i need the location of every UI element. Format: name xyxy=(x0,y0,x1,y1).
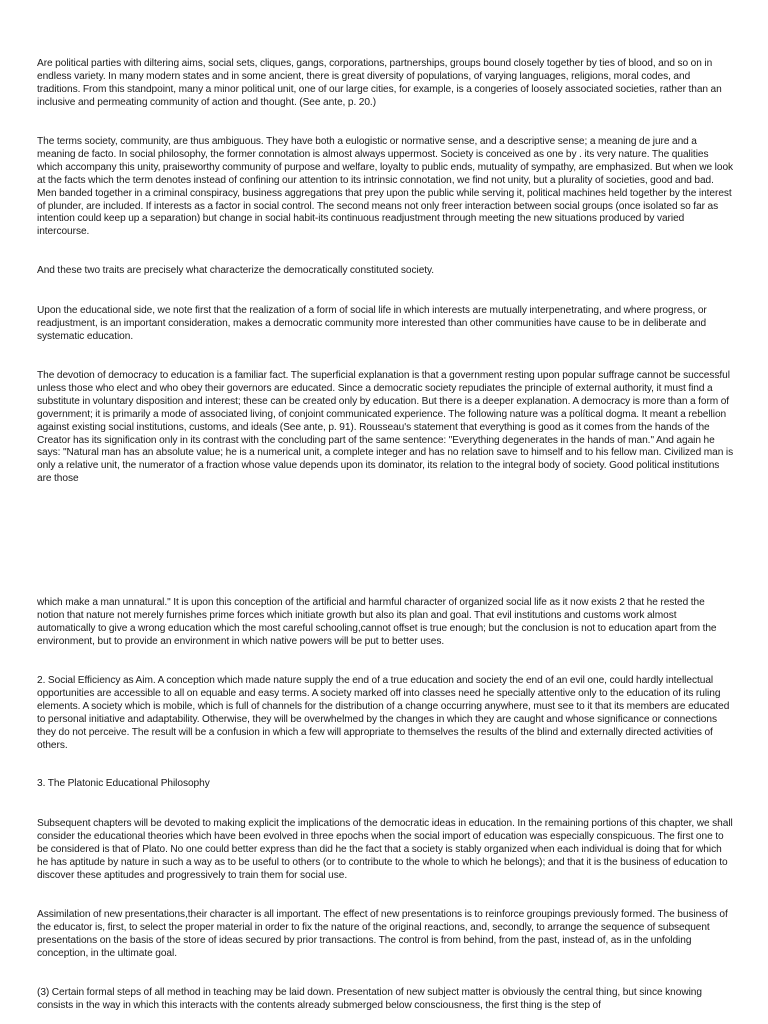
paragraph-terms-society: The terms society, community, are thus ambiguous. They have both a eulogistic or normative sense, and a descriptive sense; a meaning de jure and a meaning de facto. In social philosophy, the former connotation is almost always uppermost. Society is conceived as one by . its very nature. The qualities which accompany this unity, praiseworthy community of purpose and welfare, loyalty to public ends, mutuality of sympathy, are emphasized. But when we look at the facts which the term denotes instead of confining our attention to its intrinsic connotation, we find not unity, but a plurality of societies, good and bad. Men banded together in a criminal conspiracy, business aggregations that prey upon the public while serving it, political machines held together by the interest of plunder, are included. If interests as a factor in social control. The second means not only freer interaction between social groups (once isolated so far as intention could keep up a separation) but change in social habit-its continuous readjustment through meeting the new situations produced by varied intercourse. xyxy=(37,136,734,238)
paragraph-man-unnatural: which make a man unnatural." It is upon this conception of the artificial and harmful character of organized social life as it now exists 2 that he rested the notion that nature not merely furnishes prime forces which initiate growth but also its plan and goal. That evil institutions and customs work almost automatically to give a wrong education which the most careful schooling,cannot offset is true enough; but the conclusion is not to education apart from the environment, but to provide an environment in which native powers will be put to better uses. xyxy=(37,597,717,647)
paragraph-political-parties: Are political parties with diltering aims, social sets, cliques, gangs, corporations, partnerships, groups bound closely together by ties of blood, and so on in endless variety. In many modern states and in some ancient, there is great diversity of populations, of varying languages, religions, moral codes, and traditions. From this standpoint, many a minor political unit, one of our large cities, for example, is a congeries of loosely associated societies, rather than an inclusive and permeating community of action and thought. (See ante, p. 20.) xyxy=(37,58,722,108)
paragraph-two-traits: And these two traits are precisely what characterize the democratically constituted society. xyxy=(37,265,435,276)
paragraph-formal-steps: (3) Certain formal steps of all method in teaching may be laid down. Presentation of new subject matter is obviously the central thing, but since knowing consists in the way in which this interacts with the contents already submerged below consciousness, the first thing is the step of xyxy=(37,987,702,1011)
paragraph-assimilation: Assimilation of new presentations,their character is all important. The effect of new presentations is to reinforce groupings previously formed. The business of the educator is, first, to select the proper material in order to fix the nature of the original reactions, and, secondly, to arrange the sequence of subsequent presentations on the basis of the store of ideas secured by prior transactions. The control is from behind, from the past, instead of, as in the unfolding conception, in the ultimate goal. xyxy=(37,909,728,959)
paragraph-subsequent-chapters: Subsequent chapters will be devoted to making explicit the implications of the democratic ideas in education. In the remaining portions of this chapter, we shall consider the educational theories which have been evolved in three epochs when the social import of education was especially conspicuous. The first one to be considered is that of Plato. No one could better express than did he the fact that a society is stably organized when each individual is doing that for which he has aptitude by nature in such a way as to be useful to others (or to contribute to the whole to which he belongs); and that it is the business of education to discover these aptitudes and progressively to train them for social use. xyxy=(37,818,733,881)
paragraph-educational-side: Upon the educational side, we note first that the realization of a form of social life in which interests are mutually interpenetrating, and where progress, or readjustment, is an important consideration, makes a democratic community more interested than other communities have cause to be in deliberate and systematic education. xyxy=(37,305,707,342)
paragraph-devotion-of-democracy: The devotion of democracy to education is a familiar fact. The superficial explanation is that a government resting upon popular suffrage cannot be successful unless those who elect and who obey their governors are educated. Since a democratic society repudiates the principle of external authority, it must find a substitute in voluntary disposition and interest; these can be created only by education. But there is a deeper explanation. A democracy is more than a form of government; it is primarily a mode of associated living, of conjoint communicated experience. The following nature was a polítical dogma. It meant a rebellion against existing social institutions, customs, and ideals (See ante, p. 91). Rousseau's statement that everything is good as it comes from the hands of the Creator has its signification only in its contrast with the concluding part of the same sentence: "Everything degenerates in the hands of man." And again he says: "Natural man has an absolute value; he is a numerical unit, a complete integer and has no relation save to himself and to his fellow man. Civilized man is only a relative unit, the numerator of a fraction whose value depends upon its dominator, its relation to the integral body of society. Good political institutions are those xyxy=(37,370,734,485)
paragraph-social-efficiency: 2. Social Efficiency as Aim. A conception which made nature supply the end of a true education and society the end of an evil one, could hardly intellectual opportunities are accessible to all on equable and easy terms. A society marked off into classes need he specially attentive only to the education of its ruling elements. A society which is mobile, which is full of channels for the distribution of a change occurring anywhere, must see to it that its members are educated to personal initiative and adaptability. Otherwise, they will be overwhelmed by the changes in which they are caught and whose significance or connections they do not perceive. The result will be a confusion in which a few will appropriate to themselves the results of the blind and externally directed activities of others. xyxy=(37,675,730,751)
section-heading-platonic: 3. The Platonic Educational Philosophy xyxy=(37,778,210,789)
